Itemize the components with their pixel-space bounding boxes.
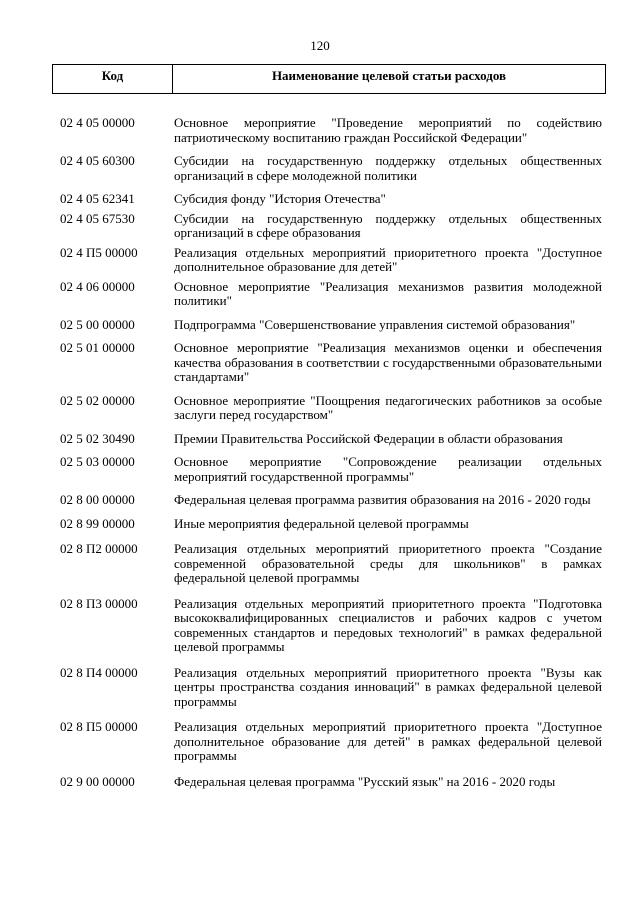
row-code: 02 8 П4 00000 bbox=[60, 664, 138, 680]
header-code: Код bbox=[53, 65, 173, 93]
row-name: Основное мероприятие "Сопровождение реализации отдельных мероприятий государственной программы" bbox=[174, 454, 602, 484]
row-name: Субсидия фонду "История Отечества" bbox=[174, 191, 386, 206]
page-number: 120 bbox=[310, 38, 330, 53]
table-row bbox=[60, 192, 602, 207]
row-name: Субсидии на государственную поддержку отдельных общественных организаций в сфере образования bbox=[174, 210, 602, 240]
table-row bbox=[60, 394, 602, 423]
row-code: 02 8 99 00000 bbox=[60, 515, 135, 531]
row-code: 02 8 00 00000 bbox=[60, 492, 135, 507]
table-row bbox=[60, 455, 602, 484]
table-row bbox=[60, 280, 602, 309]
table-row bbox=[60, 720, 602, 764]
row-code: 02 8 П3 00000 bbox=[60, 595, 138, 611]
row-name: Субсидии на государственную поддержку отдельных общественных организаций в сфере молодежной политики bbox=[174, 153, 602, 183]
table-row bbox=[60, 154, 602, 183]
row-name: Иные мероприятия федеральной целевой программы bbox=[174, 515, 469, 531]
row-code: 02 8 П2 00000 bbox=[60, 541, 138, 556]
row-code: 02 5 02 30490 bbox=[60, 430, 135, 446]
table-row bbox=[60, 542, 602, 586]
table-row bbox=[60, 318, 602, 333]
row-name: Премии Правительства Российской Федерации в области образования bbox=[174, 430, 563, 446]
row-code: 02 5 02 00000 bbox=[60, 392, 135, 408]
table-row bbox=[60, 432, 602, 447]
row-name: Основное мероприятие "Реализация механизмов развития молодежной политики" bbox=[174, 278, 602, 308]
row-name: Реализация отдельных мероприятий приоритетного проекта "Подготовка высококвалифицированных специалистов и рабочих кадров с учетом современных стандартов и передовых технологий" в рамках федеральной целевой программы bbox=[174, 595, 602, 654]
row-name: Основное мероприятие "Проведение мероприятий по содействию патриотическому воспитанию граждан Российской Федерации" bbox=[174, 115, 602, 145]
row-code: 02 5 00 00000 bbox=[60, 316, 135, 332]
row-name: Реализация отдельных мероприятий приоритетного проекта "Вузы как центры пространства создания инноваций" в рамках федеральной целевой программы bbox=[174, 664, 602, 709]
table-row bbox=[60, 597, 602, 655]
row-code: 02 5 03 00000 bbox=[60, 454, 135, 469]
row-code: 02 4 05 67530 bbox=[60, 210, 135, 226]
row-code: 02 4 06 00000 bbox=[60, 278, 135, 294]
row-name: Федеральная целевая программа "Русский язык" на 2016 - 2020 годы bbox=[174, 773, 556, 789]
table-row bbox=[60, 517, 602, 532]
row-code: 02 8 П5 00000 bbox=[60, 719, 138, 734]
row-code: 02 4 05 60300 bbox=[60, 153, 135, 168]
table-row bbox=[60, 212, 602, 241]
header-name: Наименование целевой статьи расходов bbox=[271, 68, 507, 83]
expense-items-list bbox=[60, 116, 602, 789]
row-name: Реализация отдельных мероприятий приоритетного проекта "Создание современной образовательной среды для школьников" в рамках федеральной целевой программы bbox=[174, 541, 602, 585]
table-row bbox=[60, 666, 602, 710]
row-name: Основное мероприятие "Поощрения педагогических работников за особые заслуги перед государством" bbox=[174, 392, 602, 422]
table-row bbox=[60, 341, 602, 385]
row-code: 02 4 П5 00000 bbox=[60, 244, 138, 260]
row-name: Федеральная целевая программа развития образования на 2016 - 2020 годы bbox=[174, 492, 591, 507]
row-code: 02 9 00 00000 bbox=[60, 773, 135, 789]
row-name: Подпрограмма "Совершенствование управления системой образования" bbox=[174, 316, 576, 332]
table-row bbox=[60, 116, 602, 145]
row-code: 02 4 05 00000 bbox=[60, 115, 135, 130]
table-row bbox=[60, 775, 602, 790]
table-row bbox=[60, 493, 602, 508]
table-header bbox=[52, 64, 606, 94]
row-name: Основное мероприятие "Реализация механизмов оценки и обеспечения качества образования в соответствии с государственными образовательными стандартами" bbox=[174, 340, 602, 384]
row-name: Реализация отдельных мероприятий приоритетного проекта "Доступное дополнительное образование для детей" в рамках федеральной целевой программы bbox=[174, 719, 602, 763]
table-row bbox=[60, 246, 602, 275]
row-code: 02 5 01 00000 bbox=[60, 340, 135, 355]
row-code: 02 4 05 62341 bbox=[60, 191, 135, 206]
row-name: Реализация отдельных мероприятий приоритетного проекта "Доступное дополнительное образование для детей" bbox=[174, 244, 602, 274]
